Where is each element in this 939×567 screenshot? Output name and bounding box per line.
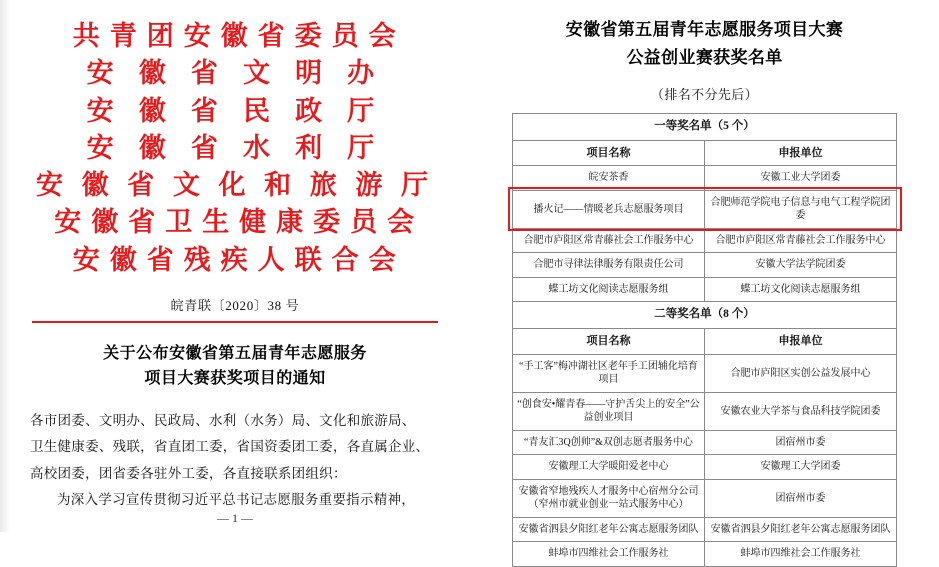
award-list-subtitle: （排名不分先后）	[650, 87, 759, 103]
red-letterhead	[30, 18, 440, 279]
document-body	[30, 408, 440, 513]
award-column-header: 申报单位	[705, 328, 897, 354]
letterhead-line-3: 安 徽 省 民 政 厅	[86, 95, 384, 126]
table-cell: 团宿州市委	[705, 430, 897, 455]
award-section-heading-row	[513, 114, 897, 141]
table-cell: 安徽大学法学院团委	[705, 253, 897, 278]
award-list-title-line-1: 安徽省第五届青年志愿服务项目大赛	[565, 20, 844, 39]
table-row	[513, 190, 897, 228]
table-cell: 合肥师范学院电子信息与电气工程学院团委	[705, 190, 897, 228]
body-line-1: 各市团委、文明办、民政局、水利（水务）局、文化和旅游局、	[30, 412, 416, 428]
table-cell: 安徽理工大学暖阳爱老中心	[513, 455, 705, 480]
table-cell: 合肥市寻律法律服务有限责任公司	[513, 253, 705, 278]
letterhead-line-1: 共 青 团 安 徽 省 委 员 会	[72, 21, 398, 51]
letterhead-line-6: 安 徽 省 卫 生 健 康 委 员 会	[54, 207, 416, 238]
award-section-heading: 二等奖名单（8 个）	[513, 302, 897, 329]
award-list-title	[512, 16, 897, 72]
left-document-panel	[0, 0, 470, 532]
table-row	[513, 354, 897, 392]
table-cell: 安徽省泗县夕阳红老年公寓志愿服务团队	[513, 517, 705, 542]
award-list-title-line-2: 公益创业赛获奖名单	[626, 48, 783, 68]
body-line-4: 为深入学习宣传贯彻习近平总书记志愿服务重要指示精神，	[57, 491, 416, 507]
letterhead-line-4: 安 徽 省 水 利 厅	[86, 132, 384, 163]
table-cell: 播火记——情暖老兵志愿服务项目	[513, 190, 705, 228]
table-cell: 皖安茶香	[513, 166, 705, 191]
right-document-panel	[470, 0, 939, 560]
award-column-header: 项目名称	[513, 140, 705, 166]
table-row	[513, 517, 897, 542]
table-cell: “青友汇3Q创帅”&双创志愿者服务中心	[513, 430, 705, 455]
table-row	[513, 542, 897, 567]
table-cell: 蝶工坊文化阅读志愿服务组	[513, 277, 705, 302]
document-title	[30, 341, 440, 392]
body-line-3: 高校团委，团省委各驻外工委，各直接联系团组织：	[30, 465, 347, 481]
page-number: — 1 —	[217, 511, 253, 525]
page-edge-shadow	[0, 0, 10, 532]
document-title-line-2: 项目大赛获奖项目的通知	[144, 370, 326, 388]
document-title-line-1: 关于公布安徽省第五届青年志愿服务	[103, 344, 367, 362]
letterhead-line-5: 安 徽 省 文 化 和 旅 游 厅	[36, 170, 434, 200]
award-column-header: 项目名称	[513, 328, 705, 354]
table-cell: 安徽省窄地残疾人才服务中心宿州分公司 （窄州市就业创业一站式服务中心）	[513, 479, 705, 517]
table-row	[513, 166, 897, 191]
award-section-heading: 一等奖名单（5 个）	[513, 114, 897, 141]
table-cell: 蝶工坊文化阅读志愿服务组	[705, 277, 897, 302]
document-number: 皖青联〔2020〕38 号	[170, 297, 300, 313]
table-row	[513, 392, 897, 430]
table-row	[513, 455, 897, 480]
letterhead-line-2: 安 徽 省 文 明 办	[86, 58, 384, 89]
table-row	[513, 253, 897, 278]
table-cell: “创食安•耀青春——守护舌尖上的安全”公益创业项目	[513, 392, 705, 430]
table-cell: 蚌埠市四维社会工作服务社	[705, 542, 897, 567]
award-table	[512, 113, 897, 567]
letterhead-line-7: 安 徽 省 残 疾 人 联 合 会	[72, 244, 398, 275]
table-cell: 合肥市庐阳区实创公益发展中心	[705, 354, 897, 392]
award-section-heading-row	[513, 302, 897, 329]
body-line-2: 卫生健康委、残联，省直团工委，省国资委团工委，各直属企业、	[30, 439, 430, 455]
table-row	[513, 479, 897, 517]
table-cell: 合肥市庐阳区常青藤社会工作服务中心	[513, 228, 705, 253]
table-cell: 合肥市庐阳区常青藤社会工作服务中心	[705, 228, 897, 253]
table-cell: 蚌埠市四维社会工作服务社	[513, 542, 705, 567]
table-cell: 团宿州市委	[705, 479, 897, 517]
table-row	[513, 277, 897, 302]
table-cell: “手工客”梅冲湖社区老年手工团辅化培育项目	[513, 354, 705, 392]
table-cell: 安徽农业大学茶与食品科技学院团委	[705, 392, 897, 430]
award-column-header-row	[513, 140, 897, 166]
table-row	[513, 430, 897, 455]
table-cell: 安徽理工大学团委	[705, 455, 897, 480]
award-column-header-row	[513, 328, 897, 354]
award-column-header: 申报单位	[705, 140, 897, 166]
red-divider-rule	[32, 321, 438, 323]
table-row	[513, 228, 897, 253]
table-cell: 安徽工业大学团委	[705, 166, 897, 191]
table-cell: 安徽省泗县夕阳红老年公寓志愿服务团队	[705, 517, 897, 542]
